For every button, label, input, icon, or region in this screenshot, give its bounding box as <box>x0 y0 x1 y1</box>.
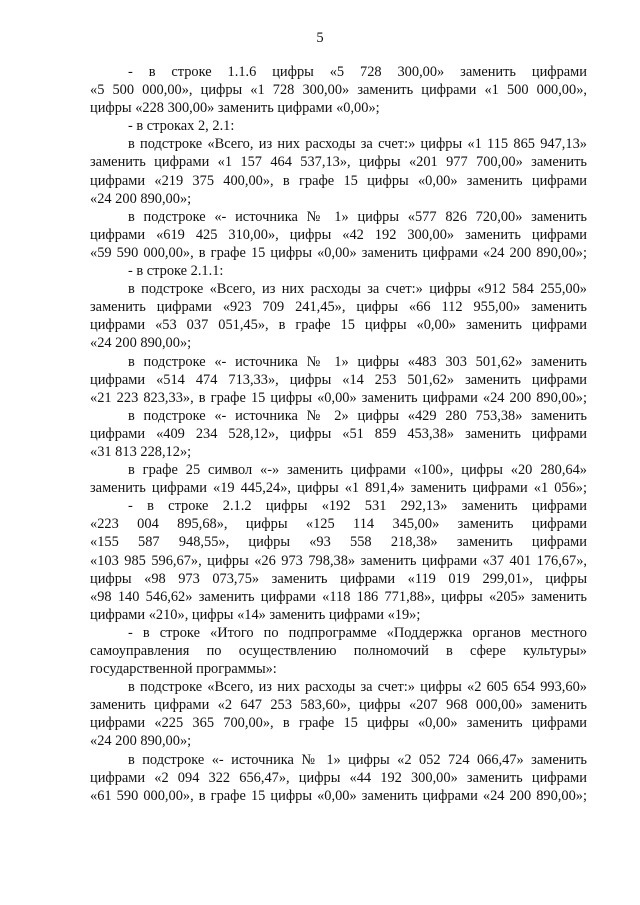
text-line: в подстроке «- источника № 2» цифры «429 280 753,38» заменить <box>128 407 587 424</box>
text-line: «31 813 228,12»; <box>90 443 192 460</box>
text-line: государственной программы»: <box>90 661 277 678</box>
text-line: цифрами «619 425 310,00», цифры «42 192 300,00» заменить цифрами <box>90 226 587 243</box>
text-line: цифрами «219 375 400,00», в графе 15 цифры «0,00» заменить цифрами <box>90 172 587 189</box>
text-line: «24 200 890,00»; <box>90 190 192 207</box>
text-line: заменить цифрами «923 709 241,45», цифры «66 112 955,00» заменить <box>90 299 587 316</box>
page-number: 5 <box>316 30 324 46</box>
text-line: в подстроке «- источника № 1» цифры «2 052 724 066,47» заменить <box>128 751 587 768</box>
text-line: цифрами «409 234 528,12», цифры «51 859 453,38» заменить цифрами <box>90 425 587 442</box>
text-line: - в строке 1.1.6 цифры «5 728 300,00» заменить цифрами <box>128 64 587 80</box>
text-line: цифры «228 300,00» заменить цифрами «0,00»; <box>90 100 380 117</box>
text-line: в подстроке «- источника № 1» цифры «577 826 720,00» заменить <box>128 208 587 225</box>
text-line: «98 140 546,62» заменить цифрами «118 186 771,88», цифры «205» заменить <box>90 588 587 605</box>
text-line: в подстроке «- источника № 1» цифры «483 303 501,62» заменить <box>128 353 587 370</box>
text-line: цифрами «210», цифры «14» заменить цифрами «19»; <box>90 606 421 623</box>
text-line: «24 200 890,00»; <box>90 733 192 750</box>
text-line: «5 500 000,00», цифры «1 728 300,00» заменить цифрами «1 500 000,00», <box>90 82 587 99</box>
text-line: заменить цифрами «19 445,24», цифры «1 891,4» заменить цифрами «1 056»; <box>90 480 587 497</box>
text-line: цифрами «225 365 700,00», в графе 15 цифры «0,00» заменить цифрами <box>90 715 587 732</box>
text-line: цифрами «53 037 051,45», в графе 15 цифры «0,00» заменить цифрами <box>90 317 587 334</box>
text-line: «61 590 000,00», в графе 15 цифры «0,00» заменить цифрами «24 200 890,00»; <box>90 787 587 804</box>
text-line: цифры «98 973 073,75» заменить цифрами «119 019 299,01», цифры <box>90 570 587 587</box>
text-line: в подстроке «Всего, из них расходы за счет:» цифры «912 584 255,00» <box>128 281 587 298</box>
text-line: - в строках 2, 2.1: <box>128 118 235 135</box>
text-line: заменить цифрами «2 647 253 583,60», цифры «207 968 000,00» заменить <box>90 697 587 714</box>
text-line: «59 590 000,00», в графе 15 цифры «0,00» заменить цифрами «24 200 890,00»; <box>90 244 587 261</box>
text-line: «155 587 948,55», цифры «93 558 218,38» заменить цифрами <box>90 534 587 551</box>
text-line: цифрами «514 474 713,33», цифры «14 253 501,62» заменить цифрами <box>90 371 587 388</box>
document-body <box>90 63 587 805</box>
text-line: «21 223 823,33», в графе 15 цифры «0,00» заменить цифрами «24 200 890,00»; <box>90 389 587 406</box>
text-line: в подстроке «Всего, из них расходы за счет:» цифры «1 115 865 947,13» <box>128 136 587 153</box>
text-line: - в строке «Итого по подпрограмме «Поддержка органов местного <box>128 624 587 641</box>
text-line: - в строке 2.1.1: <box>128 263 224 280</box>
text-line: заменить цифрами «1 157 464 537,13», цифры «201 977 700,00» заменить <box>90 154 587 171</box>
text-line: «103 985 596,67», цифры «26 973 798,38» заменить цифрами «37 401 176,67», <box>90 552 587 569</box>
text-line: самоуправления по осуществлению полномочий в сфере культуры» <box>90 643 587 659</box>
text-line: «223 004 895,68», цифры «125 114 345,00» заменить цифрами <box>90 516 587 533</box>
text-line: - в строке 2.1.2 цифры «192 531 292,13» заменить цифрами <box>128 498 587 515</box>
text-line: цифрами «2 094 322 656,47», цифры «44 192 300,00» заменить цифрами <box>90 769 587 786</box>
text-line: «24 200 890,00»; <box>90 335 192 352</box>
text-line: в подстроке «Всего, из них расходы за счет:» цифры «2 605 654 993,60» <box>128 679 587 696</box>
text-line: в графе 25 символ «-» заменить цифрами «100», цифры «20 280,64» <box>128 462 587 479</box>
